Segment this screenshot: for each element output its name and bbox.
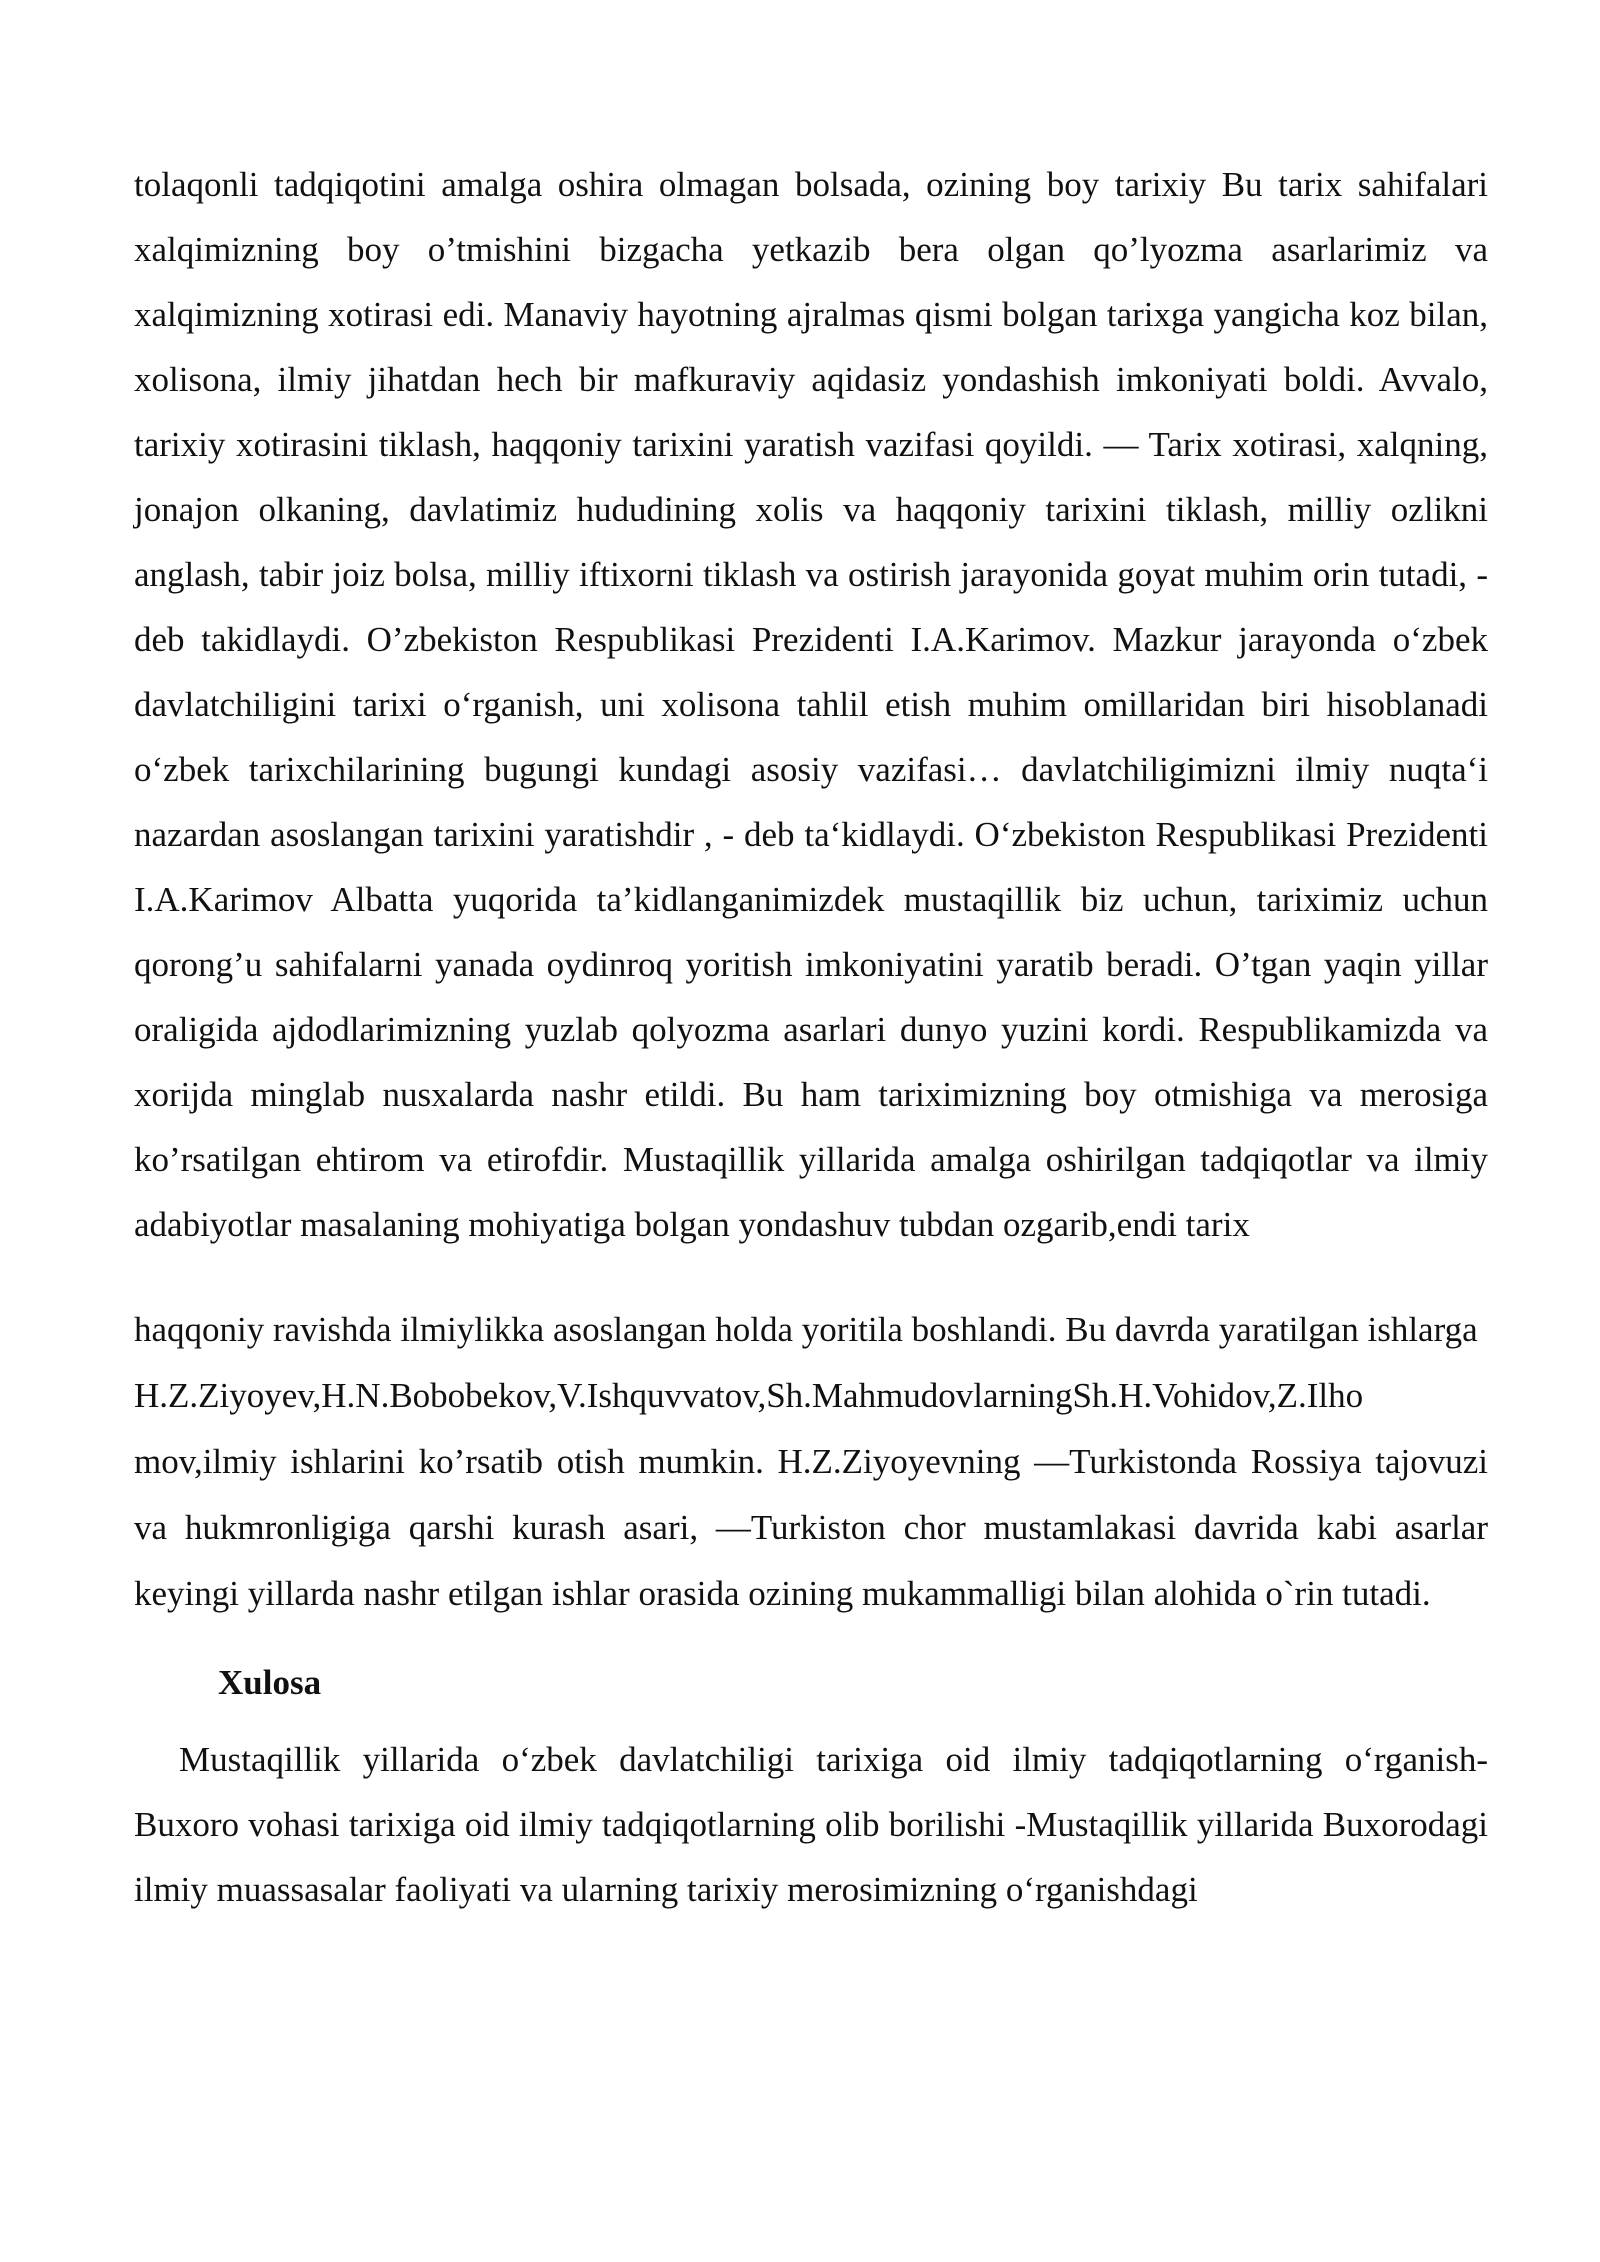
body-paragraph xyxy=(134,1297,1488,1627)
body-paragraph: tolaqonli tadqiqotini amalga oshira olmagan bolsada, ozining boy tarixiy Bu tarix sahifalari xalqimizning boy o’tmishini bizgacha yetkazib bera olgan qo’lyozma asarlarimiz va xalqimizning xotirasi edi. Manaviy hayotning ajralmas qismi bolgan tarixga yangicha koz bilan, xolisona, ilmiy jihatdan hech bir mafkuraviy aqidasiz yondashish imkoniyati boldi. Avvalo, tarixiy xotirasini tiklash, haqqoniy tarixini yaratish vazifasi qoyildi. — Tarix xotirasi, xalqning, jonajon olkaning, davlatimiz hududining xolis va haqqoniy tarixini tiklash, milliy ozlikni anglash, tabir joiz bolsa, milliy iftixorni tiklash va ostirish jarayonida goyat muhim orin tutadi, - deb takidlaydi. O’zbekiston Respublikasi Prezidenti I.A.Karimov. Mazkur jarayonda o‘zbek davlatchiligini tarixi o‘rganish, uni xolisona tahlil etish muhim omillaridan biri hisoblanadi o‘zbek tarixchilarining bugungi kundagi asosiy vazifasi… davlatchiligimizni ilmiy nuqta‘i nazardan asoslangan tarixini yaratishdir , - deb ta‘kidlaydi. O‘zbekiston Respublikasi Prezidenti I.A.Karimov Albatta yuqorida ta’kidlanganimizdek mustaqillik biz uchun, tariximiz uchun qorong’u sahifalarni yanada oydinroq yoritish imkoniyatini yaratib beradi. O’tgan yaqin yillar oraligida ajdodlarimizning yuzlab qolyozma asarlari dunyo yuzini kordi. Respublikamizda va xorijda minglab nusxalarda nashr etildi. Bu ham tariximizning boy otmishiga va merosiga ko’rsatilgan ehtirom va etirofdir. Mustaqillik yillarida amalga oshirilgan tadqiqotlar va ilmiy adabiyotlar masalaning mohiyatiga bolgan yondashuv tubdan ozgarib,endi tarix xyxy=(134,165,1488,1244)
paragraph-text: mov,ilmiy ishlarini ko’rsatib otish mumkin. H.Z.Ziyoyevning —Turkistonda Rossiya tajovuzi va hukmronligiga qarshi kurash asari, —Turkiston chor mustamlakasi davrida kabi asarlar keyingi yillarda nashr etilgan ishlar orasida ozining mukammalligi bilan alohida o`rin tutadi. xyxy=(134,1442,1488,1613)
document-page xyxy=(134,152,1488,1922)
body-paragraph: Mustaqillik yillarida o‘zbek davlatchiligi tarixiga oid ilmiy tadqiqotlarning o‘rganish- Buxoro vohasi tarixiga oid ilmiy tadqiqotlarning olib borilishi -Mustaqillik yillarida Buxorodagi ilmiy muassasalar faoliyati va ularning tarixiy merosimizning o‘rganishdagi xyxy=(134,1740,1488,1909)
author-names-line: H.Z.Ziyoyev,H.N.Bobobekov,V.Ishquvvatov,Sh.MahmudovlarningSh.H.Vohidov,Z.Ilho xyxy=(134,1376,1364,1415)
section-heading: Xulosa xyxy=(218,1663,322,1702)
paragraph-text: haqqoniy ravishda ilmiylikka asoslangan holda yoritila boshlandi. Bu davrda yaratilgan ishlarga xyxy=(134,1310,1478,1349)
